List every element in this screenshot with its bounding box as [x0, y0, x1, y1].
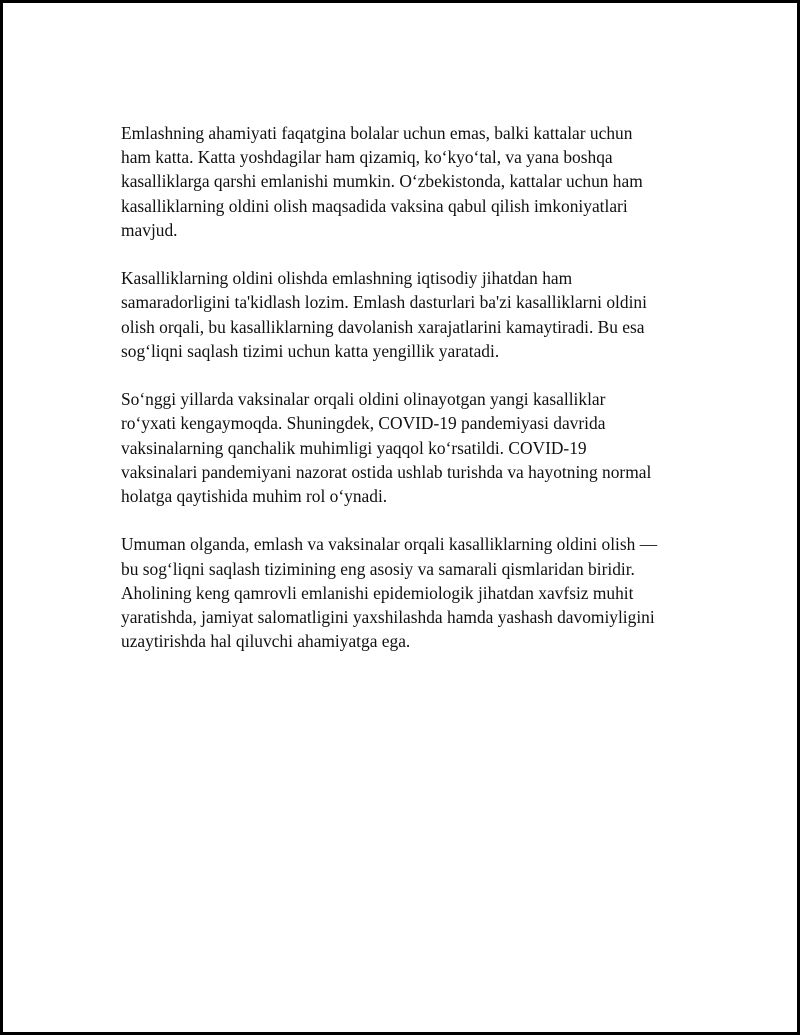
text-line: Emlashning ahamiyati faqatgina bolalar uchun emas, balki kattalar uchun — [121, 123, 633, 143]
text-line: holatga qaytishida muhim rol o‘ynadi. — [121, 486, 388, 507]
text-line: So‘nggi yillarda vaksinalar orqali oldini olinayotgan yangi kasalliklar — [121, 389, 606, 410]
text-line: yaratishda, jamiyat salomatligini yaxshilashda hamda yashash davomiyligini — [121, 607, 655, 628]
document-body — [121, 121, 693, 678]
text-line: kasalliklarning oldini olish maqsadida vaksina qabul qilish imkoniyatlari — [121, 195, 628, 216]
text-line: ham katta. Katta yoshdagilar ham qizamiq, ko‘kyo‘tal, va yana boshqa — [121, 147, 613, 168]
text-line: Kasalliklarning oldini olishda emlashning iqtisodiy jihatdan ham — [121, 268, 573, 289]
text-line: mavjud. — [121, 219, 178, 240]
text-line: Umuman olganda, emlash va vaksinalar orqali kasalliklarning oldini olish — — [121, 534, 658, 555]
text-line: vaksinalari pandemiyani nazorat ostida ushlab turishda va hayotning normal — [121, 461, 652, 482]
paragraph — [121, 532, 693, 653]
text-line: vaksinalarning qanchalik muhimligi yaqqol ko‘rsatildi. COVID-19 — [121, 437, 587, 458]
text-line: sog‘liqni saqlash tizimi uchun katta yengillik yaratadi. — [121, 340, 500, 361]
paragraph — [121, 387, 693, 508]
text-line: olish orqali, bu kasalliklarning davolanish xarajatlarini kamaytiradi. Bu esa — [121, 316, 645, 337]
text-line: ro‘yxati kengaymoqda. Shuningdek, COVID-19 pandemiyasi davrida — [121, 413, 606, 434]
text-line: Aholining keng qamrovli emlanishi epidemiologik jihatdan xavfsiz muhit — [121, 582, 634, 603]
text-line: samaradorligini ta'kidlash lozim. Emlash dasturlari ba'zi kasalliklarni oldini — [121, 292, 647, 313]
paragraph — [121, 121, 693, 242]
text-line: uzaytirishda hal qiluvchi ahamiyatga ega. — [121, 631, 411, 652]
text-line: bu sog‘liqni saqlash tizimining eng asosiy va samarali qismlaridan biridir. — [121, 558, 635, 579]
paragraph — [121, 266, 693, 363]
text-line: kasalliklarga qarshi emlanishi mumkin. O‘zbekistonda, kattalar uchun ham — [121, 171, 643, 192]
